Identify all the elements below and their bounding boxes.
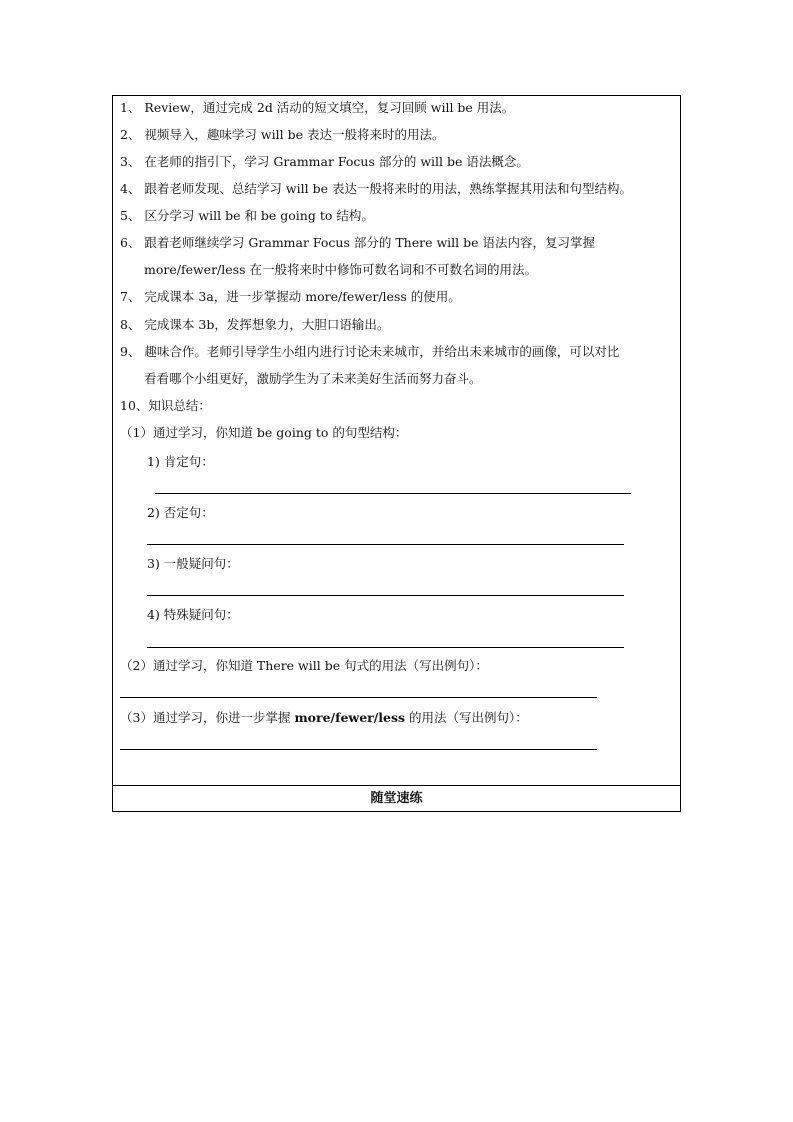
- sub-item-general-question: 3) 一般疑问句：: [147, 556, 239, 571]
- lesson-table: [112, 95, 681, 812]
- sub-item-negative: 2) 否定句：: [147, 505, 214, 520]
- step-2: 2、 视频导入，趣味学习 will be 表达一般将来时的用法。: [120, 127, 445, 142]
- step-3: 3、 在老师的指引下，学习 Grammar Focus 部分的 will be 语法概念。: [120, 154, 529, 169]
- step-7: 7、 完成课本 3a，进一步掌握动 more/fewer/less 的使用。: [120, 289, 461, 304]
- answer-line-question-2[interactable]: [120, 697, 597, 698]
- step-1: 1、 Review，通过完成 2d 活动的短文填空，复习回顾 will be 用法。: [120, 100, 515, 115]
- question-2: （2）通过学习，你知道 There will be 句式的用法（写出例句）：: [120, 658, 488, 673]
- step-4: 4、 跟着老师发现、总结学习 will be 表达一般将来时的用法，熟练掌握其用法和句型结构。: [120, 181, 632, 196]
- step-10: 10、知识总结：: [120, 398, 211, 413]
- step-8: 8、 完成课本 3b，发挥想象力，大胆口语输出。: [120, 317, 390, 332]
- question-3: [120, 710, 528, 726]
- content-cell: [113, 96, 680, 786]
- question-3-prefix: （3）通过学习，你进一步掌握: [120, 710, 295, 725]
- answer-line-negative[interactable]: [147, 544, 624, 545]
- step-9: 9、 趣味合作。老师引导学生小组内进行讨论未来城市，并给出未来城市的画像，可以对比: [120, 344, 620, 359]
- answer-line-question-3[interactable]: [120, 749, 597, 750]
- answer-line-affirmative[interactable]: [155, 493, 631, 494]
- step-6: 6、 跟着老师继续学习 Grammar Focus 部分的 There will be 语法内容，复习掌握: [120, 235, 596, 250]
- step-9-cont: 看看哪个小组更好，激励学生为了未来美好生活而努力奋斗。: [144, 371, 482, 386]
- question-3-bold: more/fewer/less: [294, 710, 406, 725]
- sub-item-special-question: 4) 特殊疑问句：: [147, 607, 239, 622]
- step-5: 5、 区分学习 will be 和 be going to 结构。: [120, 208, 374, 223]
- sub-item-affirmative: 1) 肯定句：: [147, 454, 214, 469]
- step-6-cont: more/fewer/less 在一般将来时中修饰可数名词和不可数名词的用法。: [144, 262, 537, 277]
- section-heading: 随堂速练: [370, 791, 423, 806]
- answer-line-general-question[interactable]: [147, 595, 624, 596]
- question-1: （1）通过学习，你知道 be going to 的句型结构：: [120, 425, 408, 440]
- question-3-suffix: 的用法（写出例句）：: [405, 710, 528, 725]
- answer-line-special-question[interactable]: [147, 647, 624, 648]
